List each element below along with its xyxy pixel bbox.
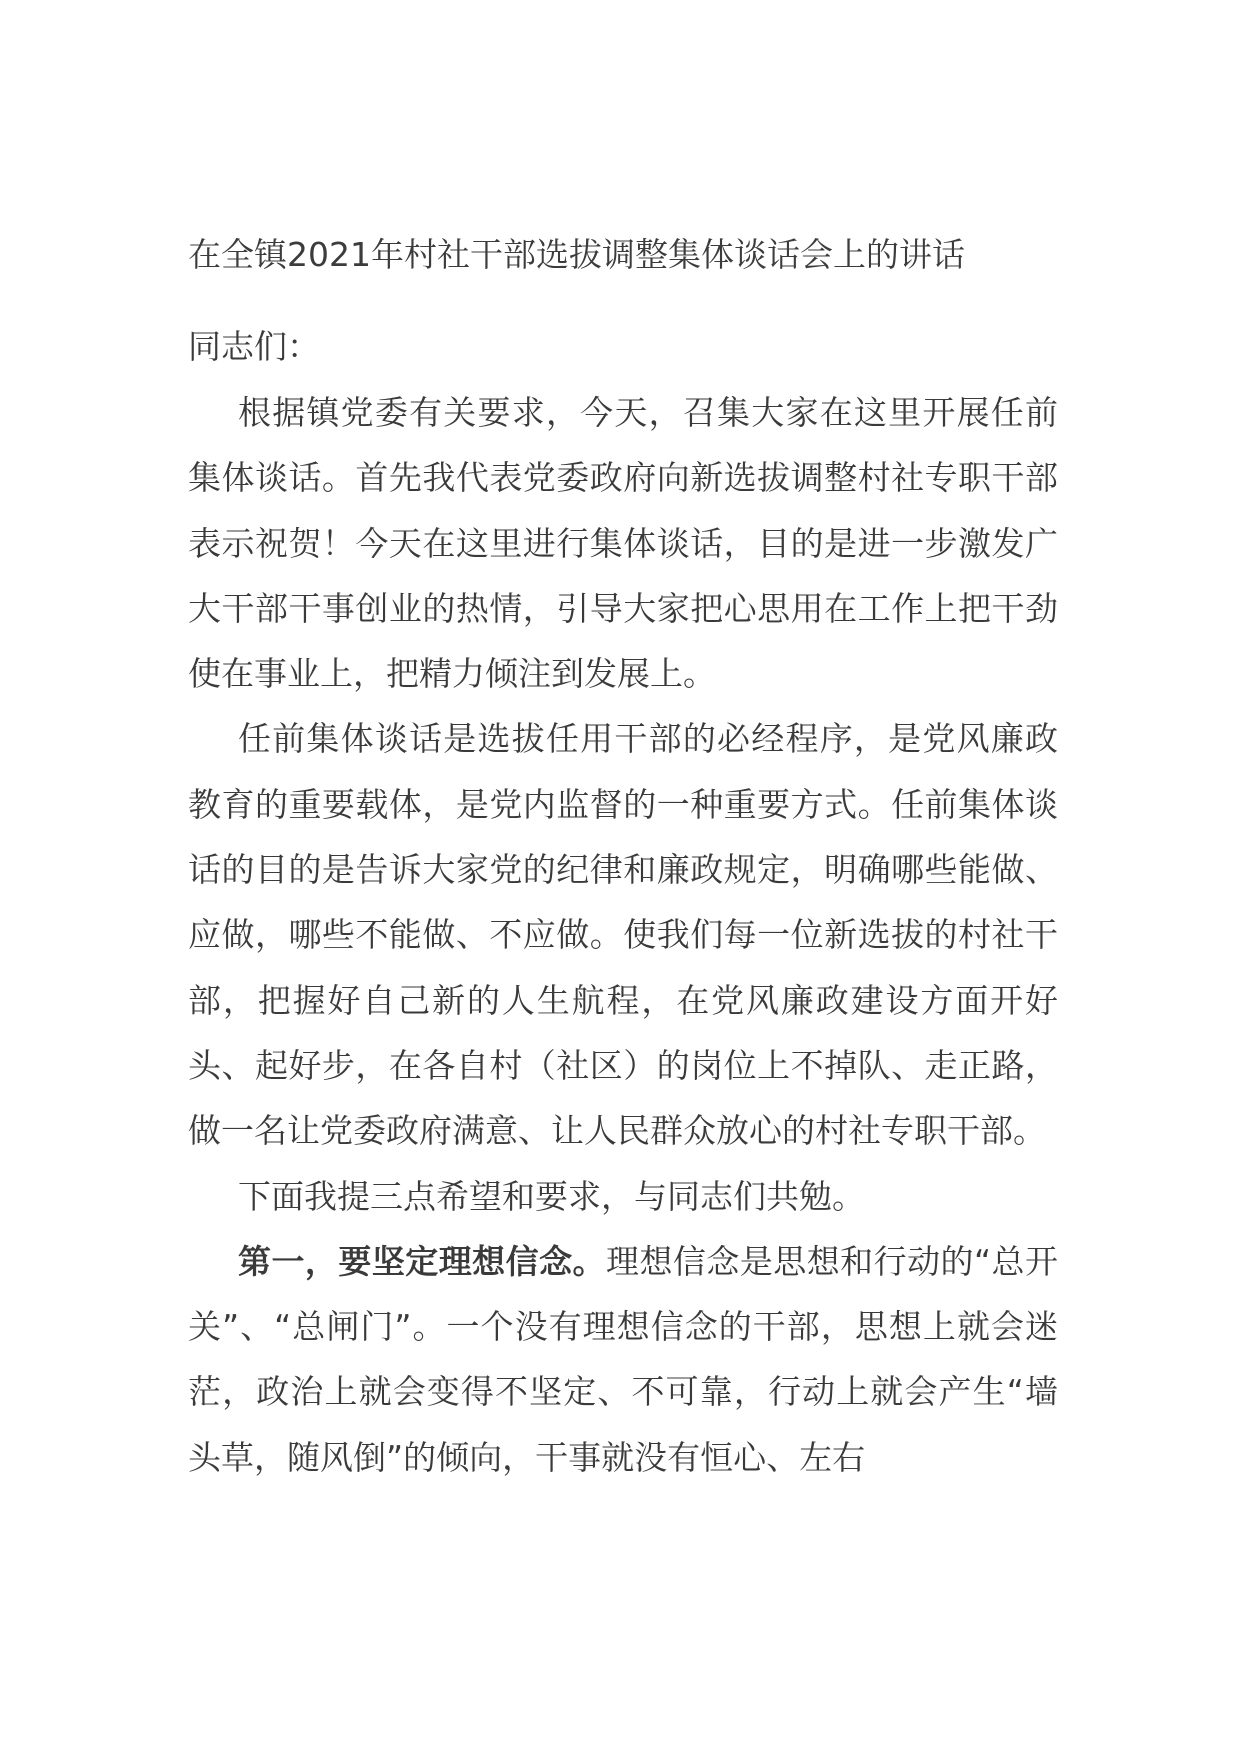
salutation: 同志们： <box>188 327 320 366</box>
paragraph-text: 理想信念是思想和行动的“总开关”、“总闸门”。一个没有理想信念的干部，思想上就会迷茫，政治上就会变得不坚定、不可靠，行动上就会产生“墙头草，随风倒”的倾向，干事就没有恒心、左右 <box>188 1241 1058 1477</box>
paragraph-lead-heading: 第一，要坚定理想信念。 <box>238 1241 606 1281</box>
paragraph-purpose <box>188 706 1058 1163</box>
document-title: 在全镇2021年村社干部选拔调整集体谈话会上的讲话 <box>188 235 965 274</box>
paragraph-text: 根据镇党委有关要求，今天，召集大家在这里开展任前集体谈话。首先我代表党委政府向新选拔调整村社专职干部表示祝贺！今天在这里进行集体谈话，目的是进一步激发广大干部干事创业的热情，引导大家把心思用在工作上把干劲使在事业上，把精力倾注到发展上。 <box>188 393 1058 694</box>
paragraph-point-one <box>188 1229 1058 1490</box>
paragraph-text: 下面我提三点希望和要求，与同志们共勉。 <box>238 1176 865 1216</box>
paragraph-text: 任前集体谈话是选拔任用干部的必经程序，是党风廉政教育的重要载体，是党内监督的一种重要方式。任前集体谈话的目的是告诉大家党的纪律和廉政规定，明确哪些能做、应做，哪些不能做、不应做。使我们每一位新选拔的村社干部，把握好自己新的人生航程，在党风廉政建设方面开好头、起好步，在各自村（社区）的岗位上不掉队、走正路，做一名让党委政府满意、让人民群众放心的村社专职干部。 <box>188 719 1058 1151</box>
document-body <box>188 222 1058 1490</box>
paragraph-transition <box>188 1164 1058 1229</box>
paragraph-intro <box>188 380 1058 706</box>
